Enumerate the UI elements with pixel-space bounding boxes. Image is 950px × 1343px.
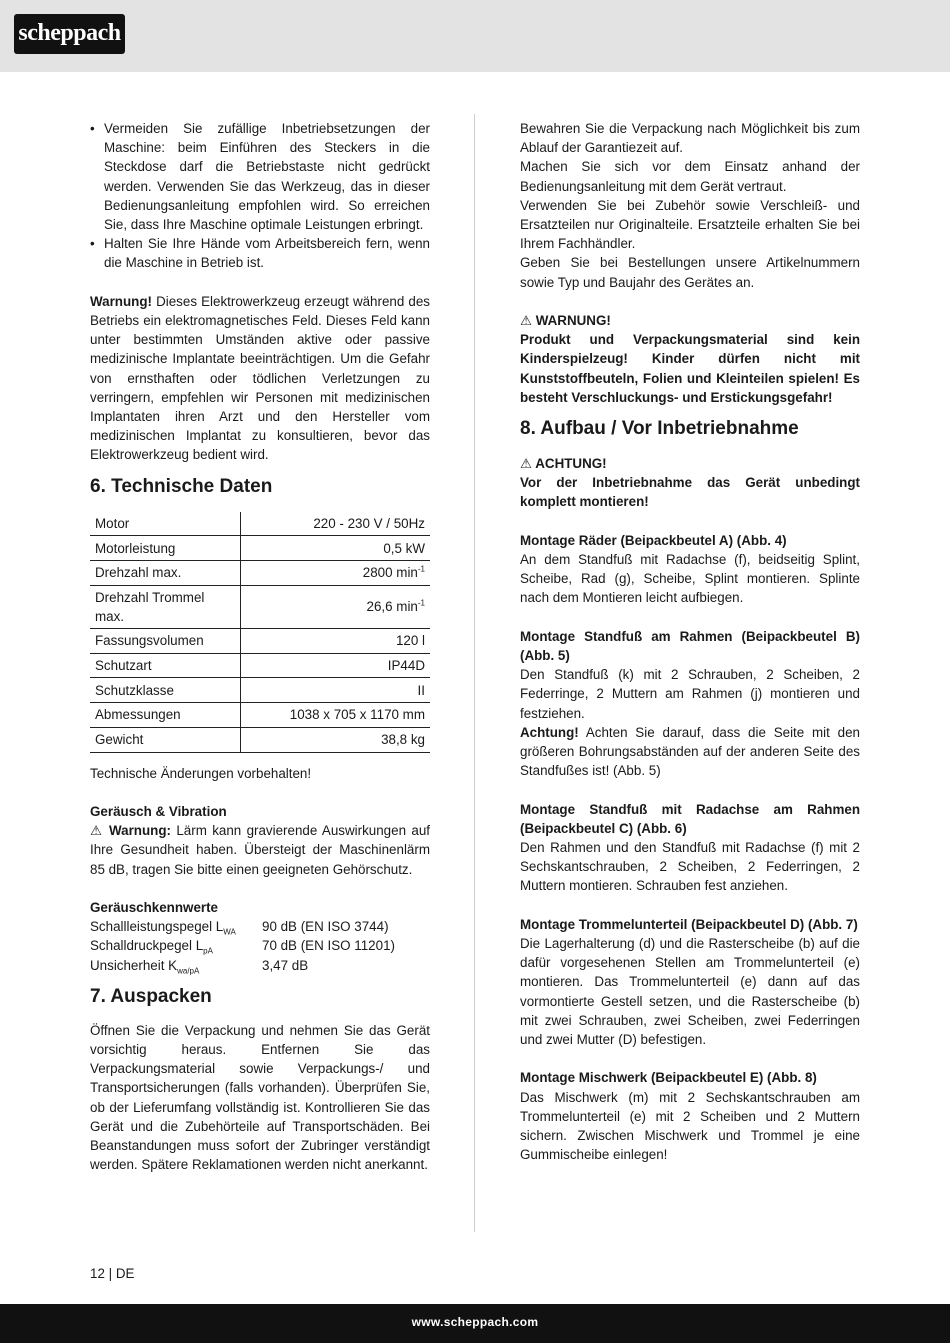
safety-bullet-list <box>90 119 430 273</box>
section-title-technical-data: 6. Technische Daten <box>90 475 273 497</box>
noise-row <box>90 917 430 936</box>
noise-values-title: Geräuschkennwerte <box>90 899 219 915</box>
spec-value: 220 - 230 V / 50Hz <box>313 515 425 531</box>
spec-key: Schutzart <box>90 653 241 678</box>
spec-key: Schutzklasse <box>90 678 241 703</box>
emf-warning-paragraph <box>90 292 430 465</box>
assembly-step-text: Den Standfuß (k) mit 2 Schrauben, 2 Scheiben, 2 Federringe, 2 Muttern am Rahmen (j) montieren und festziehen. <box>520 667 860 721</box>
assembly-step-title: Montage Mischwerk (Beipackbeutel E) (Abb. 8) <box>520 1070 817 1086</box>
spec-key: Gewicht <box>90 727 241 752</box>
list-item: • Vermeiden Sie zufällige Inbetriebsetzungen der Maschine: beim Einführen des Steckers in die Steckdose darf die Betriebstaste nicht gedrückt werden. Verwenden Sie das Werkzeug, das in dieser Bedienungsanleitung empfohlen wird. So erreichen Sie, dass Ihre Maschine optimale Leistungen erbringt. <box>90 119 430 234</box>
spec-value-cell <box>241 727 431 752</box>
assembly-note <box>520 723 860 781</box>
noise-warning-label: Warnung: <box>109 823 171 839</box>
intro-line: Verwenden Sie bei Zubehör sowie Verschleiß- und Ersatzteilen nur Originalteile. Ersatzteile erhalten Sie bei Ihrem Fachhändler. <box>520 197 860 252</box>
intro-line: Machen Sie sich vor dem Einsatz anhand der Bedienungsanleitung mit dem Gerät vertraut. <box>520 159 860 194</box>
spec-key: Motorleistung <box>90 536 241 561</box>
right-column <box>520 119 860 1164</box>
noise-value: 90 dB (EN ISO 3744) <box>262 919 389 935</box>
assembly-step-text: Das Mischwerk (m) mit 2 Sechskantschrauben am Trommelunterteil (e) mit 2 Scheiben und 2 Muttern sichern. Zwischen Mischwerk und Trommel je eine Gummischeibe einlegen! <box>520 1089 860 1163</box>
spec-value: II <box>417 682 425 698</box>
spec-value: 1038 x 705 x 1170 mm <box>289 707 425 723</box>
spec-value: 26,6 min <box>366 599 418 615</box>
spec-key: Motor <box>90 512 241 536</box>
page-number <box>90 1264 134 1283</box>
spec-unit-exponent: -1 <box>417 598 425 608</box>
spec-value-cell <box>241 653 431 678</box>
table-row <box>90 561 430 586</box>
note-text: Achten Sie darauf, dass die Seite mit den größeren Bohrungsabständen auf der anderen Seite des Standfußes ist! (Abb. 5) <box>520 724 860 779</box>
spec-value-cell <box>241 678 431 703</box>
spec-value-cell <box>241 512 431 536</box>
noise-label: Schallleistungspegel L <box>90 919 224 935</box>
spec-value: 120 l <box>395 633 425 649</box>
spec-value: IP44D <box>387 658 425 674</box>
assembly-step-text: An dem Standfuß mit Radachse (f), beidseitig Splint, Scheibe, Rad (g), Scheibe, Splint montieren. Splinte nach dem Montieren leicht aufbiegen. <box>520 552 860 606</box>
spec-key: Drehzahl Trommel max. <box>90 585 241 628</box>
website-url: www.scheppach.com <box>411 1315 539 1329</box>
table-row <box>90 585 430 628</box>
caution-text: Vor der Inbetriebnahme das Gerät unbedingt komplett montieren! <box>520 475 860 510</box>
warning-heading: ⚠ WARNUNG! <box>520 313 611 329</box>
noise-row <box>90 956 430 975</box>
spec-value-cell <box>241 536 431 561</box>
noise-warning-text: Lärm kann gravierende Auswirkungen auf Ihre Gesundheit haben. Übersteigt der Maschinenlärm 85 dB, tragen Sie bitte einen geeigneten Gehörschutz. <box>90 823 430 877</box>
page-number-value: 12 <box>90 1266 105 1281</box>
column-divider <box>474 114 475 1232</box>
noise-value: 70 dB (EN ISO 11201) <box>262 938 395 954</box>
noise-warning-paragraph <box>90 821 430 879</box>
spec-key: Drehzahl max. <box>90 561 241 586</box>
spec-value-cell <box>241 703 431 728</box>
page-footer <box>0 1304 950 1343</box>
noise-value: 3,47 dB <box>262 957 309 973</box>
noise-values-list <box>90 917 430 975</box>
table-row <box>90 512 430 536</box>
warning-text: Dieses Elektrowerkzeug erzeugt während des Betriebs ein elektromagnetisches Feld. Dieses Feld kann unter bestimmten Umständen aktive oder passive medizinische Implantate beeinträchtigen. Um die Gefahr von ernsthaften oder tödlichen Verletzungen zu verringern, empfehlen wir Personen mit medizinischen Implantaten ihren Arzt und den Hersteller vom medizinischen Implantat zu konsultieren, bevor das Elektrowerkzeug bedient wird. <box>90 293 430 463</box>
noise-row <box>90 936 430 955</box>
spec-value-cell <box>241 585 431 628</box>
intro-line: Bewahren Sie die Verpackung nach Möglichkeit bis zum Ablauf der Garantiezeit auf. <box>520 121 860 156</box>
noise-subscript: wa/pA <box>177 966 200 976</box>
spec-unit-exponent: -1 <box>417 564 425 574</box>
assembly-step-title: Montage Räder (Beipackbeutel A) (Abb. 4) <box>520 532 787 548</box>
note-label: Achtung! <box>520 724 579 740</box>
list-item: • Halten Sie Ihre Hände vom Arbeitsbereich fern, wenn die Maschine in Betrieb ist. <box>90 234 430 272</box>
section-title-unpacking: 7. Auspacken <box>90 985 212 1007</box>
spec-value-cell <box>241 629 431 654</box>
brand-logo: scheppach <box>14 14 125 54</box>
packaging-warning-text: Produkt und Verpackungsmaterial sind kein Kinderspielzeug! Kinder dürfen nicht mit Kunststoffbeuteln, Folien und Kleinteilen spielen! Es besteht Verschluckungs- und Erstickungsgefahr! <box>520 332 860 405</box>
assembly-step-title: Montage Standfuß am Rahmen (Beipackbeutel B) (Abb. 5) <box>520 628 860 664</box>
spec-value-cell <box>241 561 431 586</box>
noise-subscript: pA <box>203 947 213 957</box>
spec-value: 0,5 kW <box>383 540 425 556</box>
table-row <box>90 653 430 678</box>
caution-heading: ⚠ ACHTUNG! <box>520 456 607 472</box>
page-header <box>0 0 950 72</box>
spec-key: Fassungsvolumen <box>90 629 241 654</box>
table-row <box>90 703 430 728</box>
noise-vibration-title: Geräusch & Vibration <box>90 803 227 819</box>
intro-line: Geben Sie bei Bestellungen unsere Artikelnummern sowie Typ und Baujahr des Gerätes an. <box>520 255 860 290</box>
table-row <box>90 727 430 752</box>
unpacking-paragraph: Öffnen Sie die Verpackung und nehmen Sie das Gerät vorsichtig heraus. Entfernen Sie das Verpackungsmaterial sowie Verpackungs-/ und Transportsicherungen (falls vorhanden). Überprüfen Sie, ob der Lieferumfang vollständig ist. Kontrollieren Sie das Gerät und die Zubehörteile auf Transportschäden. Bei Beanstandungen muss sofort der Zubringer verständigt werden. Spätere Reklamationen werden nicht anerkannt. <box>90 1022 430 1173</box>
assembly-step-text: Die Lagerhalterung (d) und die Rasterscheibe (b) auf die dafür vorgesehenen Stellen am Trommelunterteil (e) montieren. Das Trommelunterteil (e) dann auf das vormontierte Gestell setzen, und die Rasterscheibe (b) mit zwei Schrauben, zwei Scheiben, zwei Federringen und zwei Mutter (D) befestigen. <box>520 936 860 1048</box>
language-code: DE <box>115 1266 135 1281</box>
warning-triangle-icon: ⚠ <box>90 823 104 839</box>
noise-subscript: WA <box>223 927 236 937</box>
left-column <box>90 119 430 1174</box>
assembly-step-text: Den Rahmen und den Standfuß mit Radachse (f) mit 2 Sechskantschrauben, 2 Scheiben, 2 Federringen, 2 Muttern montieren. Schrauben fest anziehen. <box>520 840 860 894</box>
table-row <box>90 629 430 654</box>
spec-value: 2800 min <box>362 565 418 581</box>
assembly-step-title: Montage Trommelunterteil (Beipackbeutel D) (Abb. 7) <box>520 916 858 932</box>
assembly-step-title: Montage Standfuß mit Radachse am Rahmen (Beipackbeutel C) (Abb. 6) <box>520 801 860 836</box>
table-row <box>90 536 430 561</box>
noise-label: Schalldruckpegel L <box>90 938 204 954</box>
table-row <box>90 678 430 703</box>
page-separator: | <box>108 1266 113 1281</box>
section-title-assembly: 8. Aufbau / Vor Inbetriebnahme <box>520 418 799 440</box>
noise-label: Unsicherheit K <box>90 957 178 973</box>
spec-value: 38,8 kg <box>381 732 425 748</box>
spec-key: Abmessungen <box>90 703 241 728</box>
tech-changes-note: Technische Änderungen vorbehalten! <box>90 765 312 781</box>
spec-table <box>90 512 430 753</box>
warning-label: Warnung! <box>90 293 152 309</box>
